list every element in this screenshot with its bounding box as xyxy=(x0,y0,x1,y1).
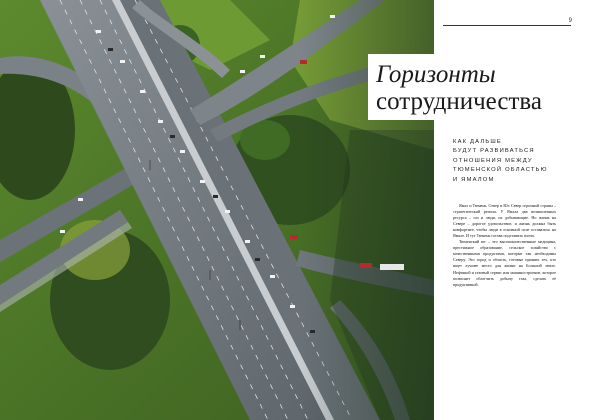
page-number: 9 xyxy=(568,18,572,24)
lead-text xyxy=(453,138,578,185)
lead-line: И ЯМАЛОМ xyxy=(453,176,495,183)
top-rule xyxy=(443,25,571,26)
lead-line: ОТНОШЕНИЯ МЕЖДУ xyxy=(453,157,533,164)
body-text xyxy=(453,203,556,288)
lead-line: КАК ДАЛЬШЕ xyxy=(453,139,502,145)
body-paragraph: Тюменский юг – это высококачественные медицина, престижное образование, сельское хозяйство с качественными продуктами, которые так необходимы Северу. Это город и область, готовые принять тех, кто ищет лучшее место для жизни на Большой земле. Нефтяной и газовый сервис или машиностроение, которое позволяет облегчить добычу газа, сделать её продуктивной. xyxy=(453,239,556,287)
lead-line: ТЮМЕНСКОЙ ОБЛАСТЬЮ xyxy=(453,167,548,174)
title-line-1: Горизонты xyxy=(376,61,496,88)
lead-line: БУДУТ РАЗВИВАТЬСЯ xyxy=(453,148,535,155)
body-paragraph: Ямал и Тюмень. Север и Юг. Север огромной страны – стратегический регион. У Ямала два великолепных ресурса – газ и люди, их добывающие. Но жизнь на Севере – дорогое удовольствие, и жизнь должна быть комфортнее, чтобы люди в основной силе оставались на Ямале. И тут Тюмень готова подставить плечо. xyxy=(453,203,556,239)
title-line-2: сотрудничества xyxy=(376,88,542,115)
